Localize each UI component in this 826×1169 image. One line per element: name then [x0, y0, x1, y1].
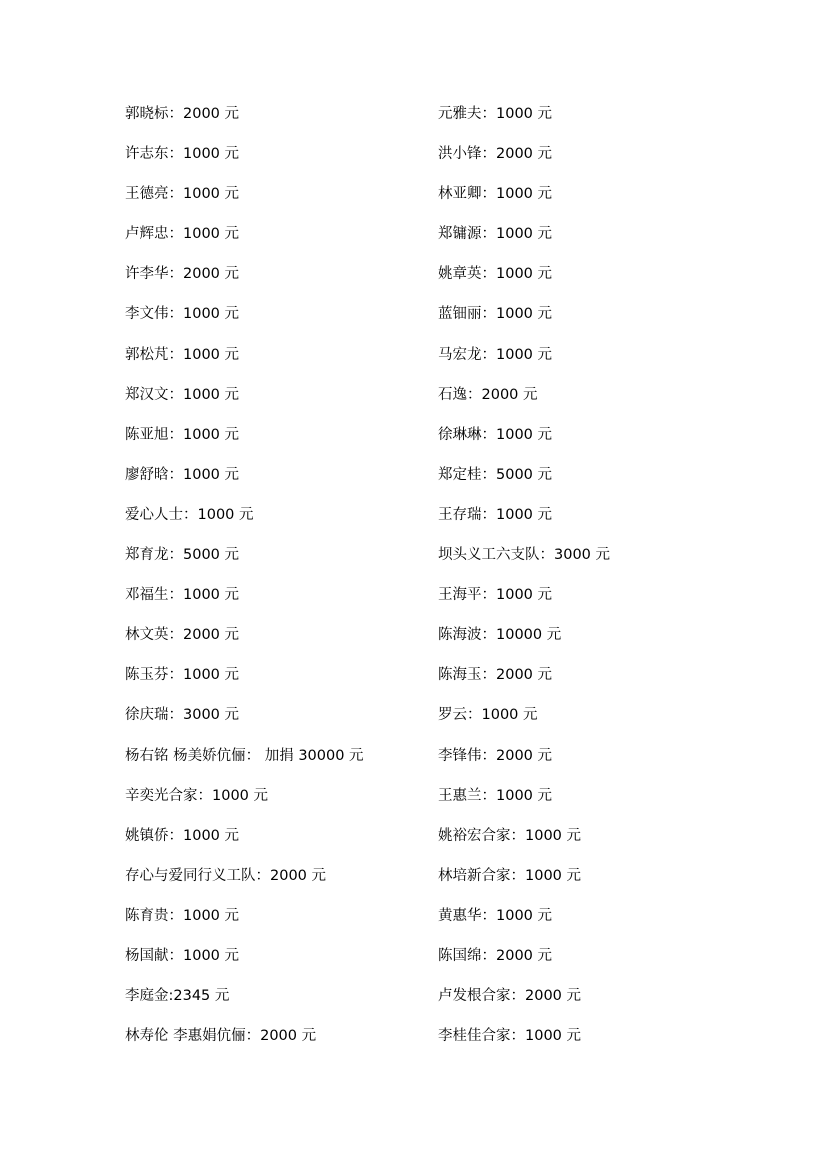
donor-entry: 郑定桂：5000 元 [438, 466, 553, 483]
donor-entry: 许李华：2000 元 [125, 266, 240, 283]
donor-entry: 杨国献：1000 元 [125, 947, 240, 964]
donor-entry: 林文英：2000 元 [125, 627, 240, 644]
donor-entry: 杨右铭 杨美娇伉俪： 加捐 30000 元 [125, 747, 364, 764]
donor-entry: 徐庆瑞：3000 元 [125, 707, 240, 724]
donor-entry: 邓福生：1000 元 [125, 587, 240, 604]
donor-entry: 郑育龙：5000 元 [125, 547, 240, 564]
donor-entry: 陈国绵：2000 元 [438, 947, 553, 964]
donor-entry: 王海平：1000 元 [438, 587, 553, 604]
donor-entry: 马宏龙：1000 元 [438, 346, 553, 363]
donor-entry: 蓝钿丽：1000 元 [438, 306, 553, 323]
donor-entry: 郭晓标：2000 元 [125, 106, 240, 122]
donor-entry: 姚裕宏合家：1000 元 [438, 827, 582, 844]
donor-entry: 陈海波：10000 元 [438, 627, 562, 644]
donor-entry: 李文伟：1000 元 [125, 306, 240, 323]
donor-entry: 洪小锋：2000 元 [438, 146, 553, 163]
donor-entry: 陈育贵：1000 元 [125, 907, 240, 924]
donor-entry: 林培新合家：1000 元 [438, 867, 582, 884]
donor-entry: 卢发根合家：2000 元 [438, 988, 582, 1005]
donor-entry: 陈海玉：2000 元 [438, 667, 553, 684]
donor-entry: 爱心人士：1000 元 [125, 506, 254, 523]
donor-entry: 王存瑞：1000 元 [438, 506, 553, 523]
donor-entry: 姚镇侨：1000 元 [125, 827, 240, 844]
donor-list-left [125, 102, 445, 1064]
donor-entry: 林寿伦 李惠娟伉俪：2000 元 [125, 1028, 317, 1045]
donor-entry: 辛奕光合家：1000 元 [125, 787, 269, 804]
donor-entry: 黄惠华：1000 元 [438, 907, 553, 924]
donor-list-right [438, 102, 758, 1064]
donor-entry: 存心与爱同行义工队：2000 元 [125, 867, 327, 884]
donor-entry: 卢辉忠：1000 元 [125, 226, 240, 243]
donor-entry: 许志东：1000 元 [125, 146, 240, 163]
donor-entry: 廖舒晗：1000 元 [125, 466, 240, 483]
donor-entry: 姚章英：1000 元 [438, 266, 553, 283]
donor-entry: 罗云：1000 元 [438, 707, 538, 724]
donor-entry: 郑汉文：1000 元 [125, 386, 240, 403]
donor-entry: 李锋伟：2000 元 [438, 747, 553, 764]
donor-entry: 王德亮：1000 元 [125, 186, 240, 203]
donor-entry: 王惠兰：1000 元 [438, 787, 553, 804]
donor-entry: 郑镛源：1000 元 [438, 226, 553, 243]
donor-entry: 陈玉芬：1000 元 [125, 667, 240, 684]
donor-entry: 陈亚旭：1000 元 [125, 426, 240, 443]
donor-entry: 坝头义工六支队：3000 元 [438, 547, 611, 564]
donor-entry: 李桂佳合家：1000 元 [438, 1028, 582, 1045]
donor-entry: 石逸：2000 元 [438, 386, 538, 403]
donor-entry: 元雅夫：1000 元 [438, 106, 553, 122]
donor-entry: 林亚卿：1000 元 [438, 186, 553, 203]
donor-entry: 李庭金:2345 元 [125, 988, 230, 1005]
donor-entry: 郭松芃：1000 元 [125, 346, 240, 363]
donor-entry: 徐琳琳：1000 元 [438, 426, 553, 443]
